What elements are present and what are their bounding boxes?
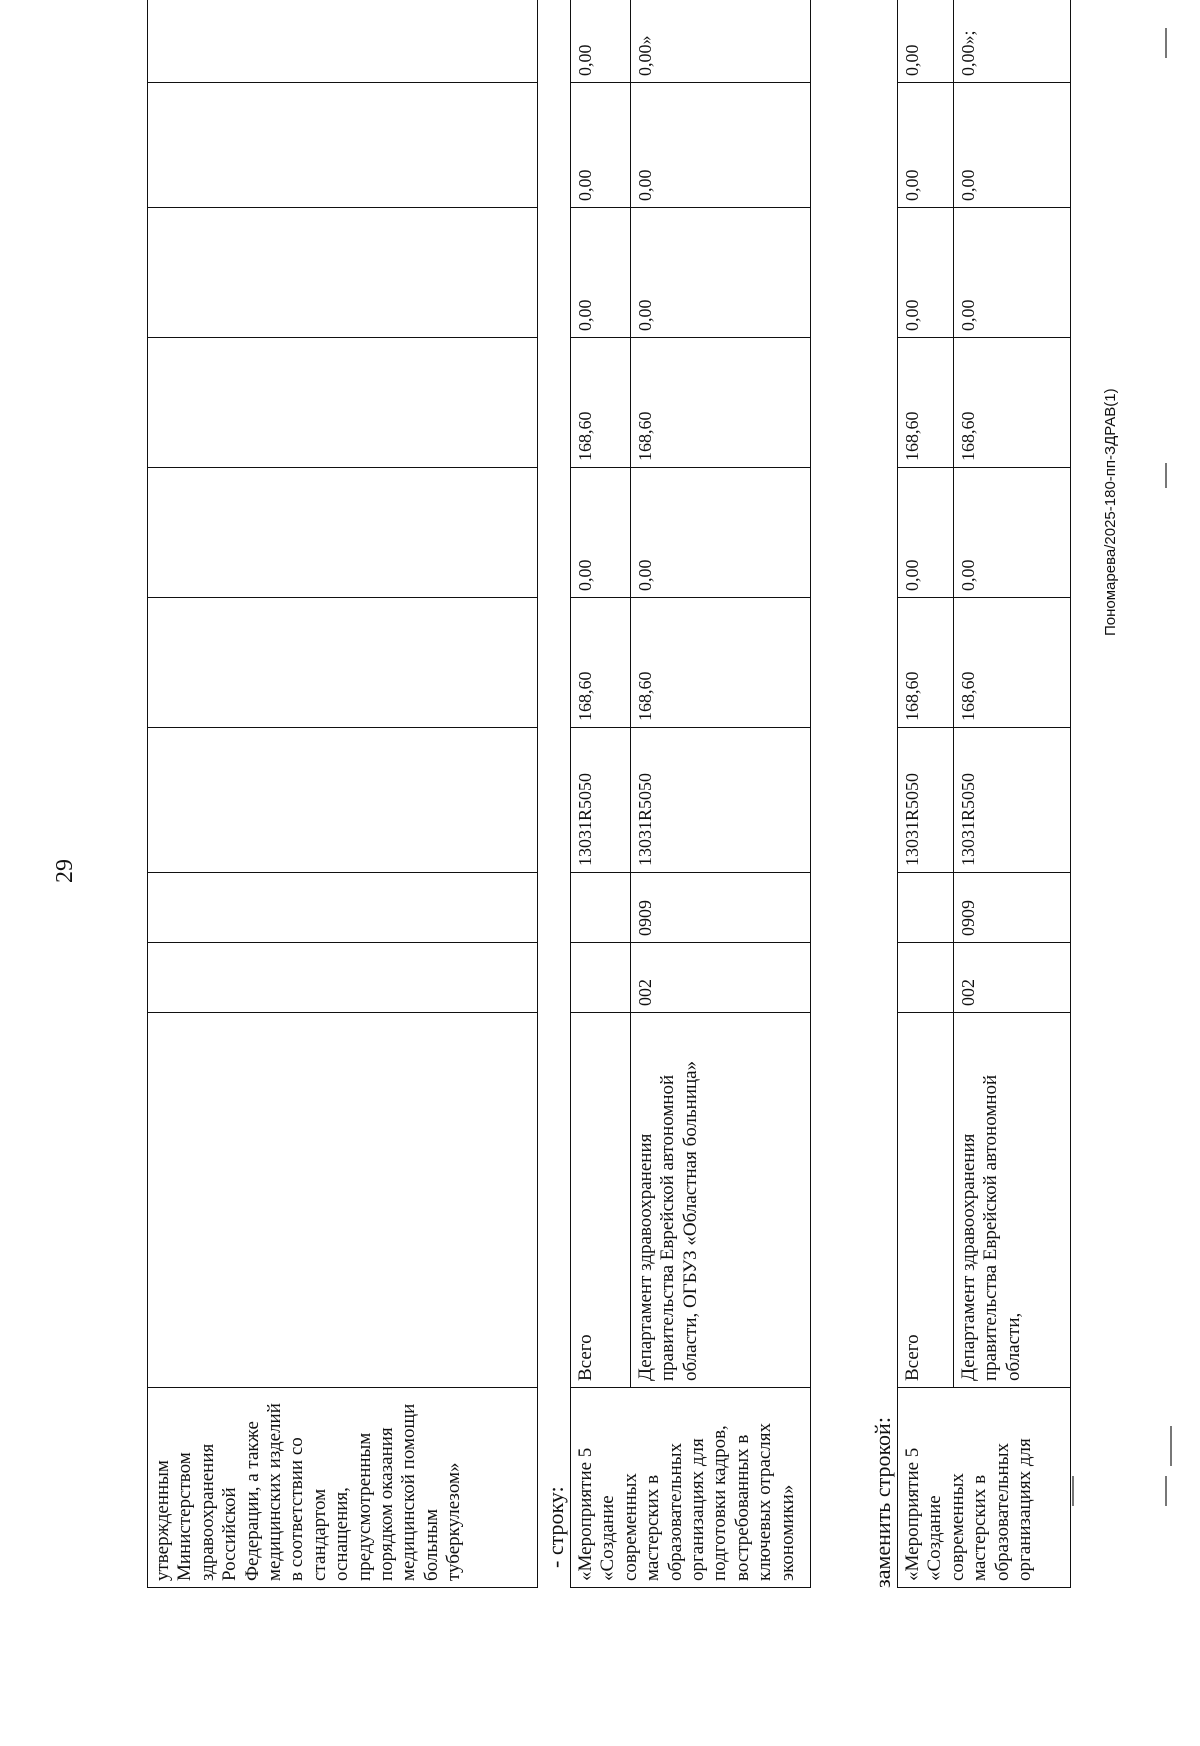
top-table-empty-cell	[148, 83, 538, 208]
code1-cell	[898, 943, 954, 1013]
new-row-label: заменить строкой:	[870, 1417, 895, 1588]
top-table-empty-cell	[148, 728, 538, 873]
top-table-empty-cell	[148, 1013, 538, 1388]
scan-mark	[1165, 463, 1167, 488]
value-cell: 0,00	[631, 468, 811, 598]
new-row-table	[897, 0, 1071, 1588]
scan-mark	[1072, 1476, 1074, 1506]
top-table-measure-cell: утвержденным Министерством здравоохранения Российской Федерации, а также медицинских изделий в соответствии со стандартом оснащения, предусмотренным порядком оказания медицинской помощи больным туберкулезом»	[148, 1388, 538, 1588]
top-table-empty-cell	[148, 943, 538, 1013]
kbk-cell: 13031R5050	[954, 728, 1071, 873]
value-cell: 168,60	[898, 338, 954, 468]
top-table-empty-cell	[148, 338, 538, 468]
old-row-label: - строку:	[543, 1486, 568, 1568]
code1-cell	[571, 943, 631, 1013]
code2-cell	[898, 873, 954, 943]
value-cell: 168,60	[571, 598, 631, 728]
value-cell: 168,60	[631, 338, 811, 468]
document-footer-code: Пономарева/2025-180-пп-ЗДРАВ(1)	[1102, 388, 1119, 636]
value-cell: 168,60	[954, 598, 1071, 728]
top-table	[147, 0, 538, 1588]
scan-mark	[1165, 1476, 1167, 1506]
scan-mark	[1170, 1426, 1172, 1466]
value-cell: 0,00	[898, 0, 954, 83]
top-table-empty-cell	[148, 873, 538, 943]
value-cell: 0,00	[631, 83, 811, 208]
kbk-cell: 13031R5050	[631, 728, 811, 873]
value-cell: 0,00	[954, 208, 1071, 338]
kbk-cell: 13031R5050	[571, 728, 631, 873]
page-number: 29	[52, 859, 78, 883]
value-cell: 0,00»;	[954, 0, 1071, 83]
top-table-empty-cell	[148, 0, 538, 83]
value-cell: 168,60	[631, 598, 811, 728]
top-table-empty-cell	[148, 598, 538, 728]
value-cell: 0,00	[954, 468, 1071, 598]
code1-cell: 002	[954, 943, 1071, 1013]
value-cell: 0,00	[571, 83, 631, 208]
value-cell: 0,00»	[631, 0, 811, 83]
value-cell: 0,00	[631, 208, 811, 338]
measure-cell: «Мероприятие 5 «Создание современных мастерских в образовательных организациях для	[898, 1388, 1071, 1588]
value-cell: 0,00	[898, 468, 954, 598]
measure-cell: «Мероприятие 5 «Создание современных мастерских в образовательных организациях для подготовки кадров, востребованных в ключевых отраслях экономики»	[571, 1388, 811, 1588]
code2-cell	[571, 873, 631, 943]
value-cell: 0,00	[898, 83, 954, 208]
code2-cell: 0909	[631, 873, 811, 943]
department-cell: Департамент здравоохранения правительства Еврейской автономной области,	[954, 1013, 1071, 1388]
value-cell: 0,00	[954, 83, 1071, 208]
kbk-cell: 13031R5050	[898, 728, 954, 873]
top-table-empty-cell	[148, 468, 538, 598]
code2-cell: 0909	[954, 873, 1071, 943]
value-cell: 0,00	[571, 0, 631, 83]
department-cell: Департамент здравоохранения правительства Еврейской автономной области, ОГБУЗ «Областная больница»	[631, 1013, 811, 1388]
old-row-table	[570, 0, 811, 1588]
top-table-empty-cell	[148, 208, 538, 338]
total-label-cell: Всего	[571, 1013, 631, 1388]
code1-cell: 002	[631, 943, 811, 1013]
value-cell: 0,00	[571, 468, 631, 598]
value-cell: 168,60	[571, 338, 631, 468]
value-cell: 0,00	[571, 208, 631, 338]
value-cell: 168,60	[954, 338, 1071, 468]
value-cell: 168,60	[898, 598, 954, 728]
value-cell: 0,00	[898, 208, 954, 338]
scan-mark	[1165, 28, 1167, 58]
total-label-cell: Всего	[898, 1013, 954, 1388]
